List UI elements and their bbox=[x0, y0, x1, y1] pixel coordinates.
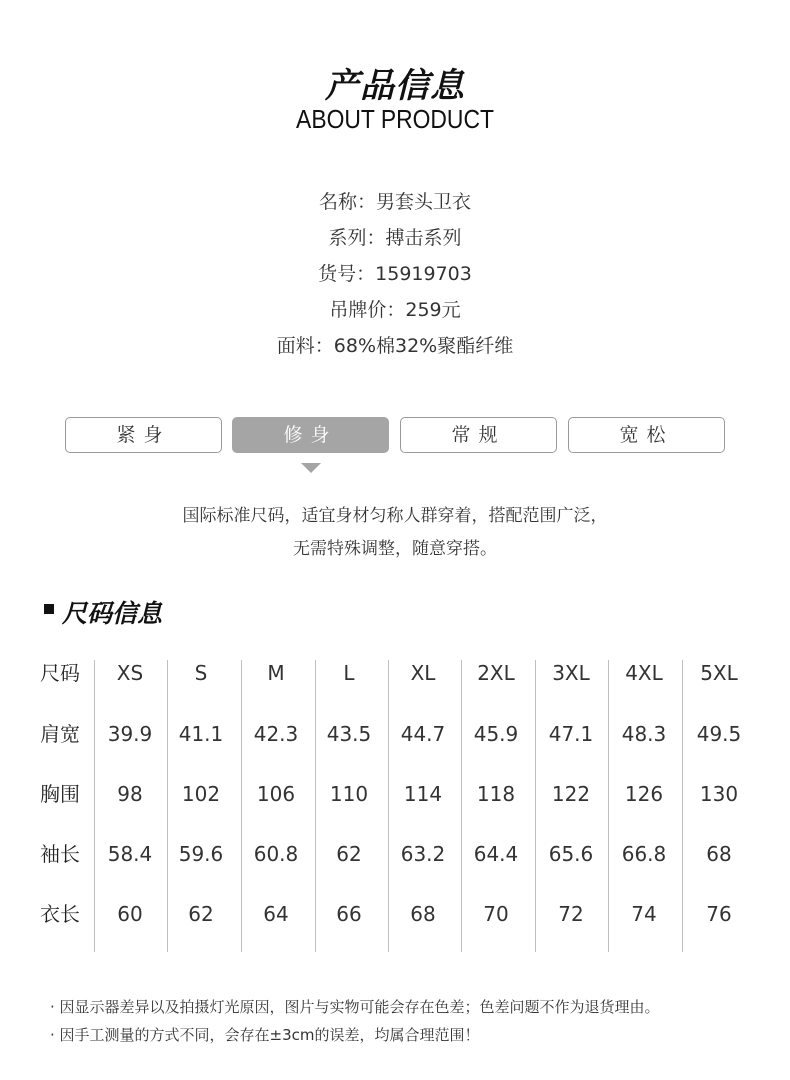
table-cell: 70 bbox=[483, 902, 509, 926]
table-row-label: 袖长 bbox=[40, 842, 80, 866]
table-cell: 62 bbox=[336, 842, 362, 866]
table-cell: 63.2 bbox=[400, 842, 446, 866]
tab-loose[interactable]: 宽松 bbox=[568, 417, 725, 453]
table-cell: 122 bbox=[551, 782, 591, 806]
table-cell: 41.1 bbox=[178, 722, 224, 746]
table-cell: 47.1 bbox=[548, 722, 594, 746]
table-cell: 76 bbox=[706, 902, 732, 926]
table-cell: 66.8 bbox=[621, 842, 667, 866]
tab-regular[interactable]: 常规 bbox=[400, 417, 557, 453]
table-cell: 64.4 bbox=[473, 842, 519, 866]
table-cell: 60.8 bbox=[253, 842, 299, 866]
table-header-cell: XL bbox=[410, 661, 436, 685]
table-cell: 43.5 bbox=[326, 722, 372, 746]
size-table bbox=[36, 644, 756, 936]
table-cell: 65.6 bbox=[548, 842, 594, 866]
table-cell: 106 bbox=[256, 782, 296, 806]
fit-tabs bbox=[65, 417, 725, 453]
selected-tab-caret-icon bbox=[301, 463, 321, 473]
page-subtitle: ABOUT PRODUCT bbox=[296, 104, 494, 134]
table-cell: 48.3 bbox=[621, 722, 667, 746]
table-cell: 130 bbox=[699, 782, 739, 806]
table-cell: 102 bbox=[181, 782, 221, 806]
table-cell: 118 bbox=[476, 782, 516, 806]
note-line: · 因手工测量的方式不同，会存在±3cm的误差，均属合理范围！ bbox=[50, 1026, 480, 1044]
table-cell: 98 bbox=[117, 782, 143, 806]
table-header-cell: 4XL bbox=[625, 661, 663, 685]
table-cell: 60 bbox=[117, 902, 143, 926]
table-cell: 62 bbox=[188, 902, 214, 926]
table-row-label: 衣长 bbox=[40, 902, 80, 926]
table-header-cell: 3XL bbox=[552, 661, 590, 685]
table-cell: 68 bbox=[410, 902, 436, 926]
table-header-cell: S bbox=[194, 661, 208, 685]
info-name: 名称：男套头卫衣 bbox=[318, 191, 471, 213]
table-header-cell: XS bbox=[116, 661, 144, 685]
table-cell: 45.9 bbox=[473, 722, 519, 746]
table-row bbox=[36, 705, 756, 765]
table-cell: 39.9 bbox=[107, 722, 153, 746]
table-cell: 44.7 bbox=[400, 722, 446, 746]
fit-description bbox=[0, 500, 790, 566]
table-cell: 58.4 bbox=[107, 842, 153, 866]
notes bbox=[50, 993, 770, 1049]
table-cell: 42.3 bbox=[253, 722, 299, 746]
size-section-title: 尺码信息 bbox=[62, 599, 163, 628]
note-line: · 因显示器差异以及拍摄灯光原因，图片与实物可能会存在色差；色差问题不作为退货理由。 bbox=[50, 998, 660, 1016]
info-series: 系列：搏击系列 bbox=[328, 227, 462, 249]
table-cell: 114 bbox=[403, 782, 443, 806]
table-row-label: 胸围 bbox=[40, 782, 80, 806]
table-header-cell: L bbox=[343, 661, 355, 685]
table-row bbox=[36, 885, 756, 945]
square-bullet-icon bbox=[44, 604, 54, 614]
table-cell: 74 bbox=[631, 902, 657, 926]
table-row bbox=[36, 765, 756, 825]
product-info bbox=[0, 184, 790, 364]
table-cell: 59.6 bbox=[178, 842, 224, 866]
table-header-row bbox=[36, 644, 756, 704]
table-cell: 49.5 bbox=[696, 722, 742, 746]
fit-description-line: 无需特殊调整，随意穿搭。 bbox=[293, 539, 497, 559]
table-row-label: 肩宽 bbox=[40, 722, 80, 746]
table-header-cell: 5XL bbox=[700, 661, 738, 685]
table-header-cell: M bbox=[267, 661, 285, 685]
page-title: 产品信息 bbox=[325, 66, 465, 106]
fit-description-line: 国际标准尺码，适宜身材匀称人群穿着，搭配范围广泛， bbox=[182, 506, 608, 526]
table-cell: 66 bbox=[336, 902, 362, 926]
info-price: 吊牌价：259元 bbox=[329, 299, 461, 321]
info-fabric: 面料：68%棉32%聚酯纤维 bbox=[276, 335, 514, 357]
table-cell: 110 bbox=[329, 782, 369, 806]
table-row bbox=[36, 825, 756, 885]
table-header-cell: 2XL bbox=[477, 661, 515, 685]
table-header-label: 尺码 bbox=[40, 661, 80, 685]
table-cell: 126 bbox=[624, 782, 664, 806]
info-sku: 货号：15919703 bbox=[318, 263, 472, 285]
table-cell: 72 bbox=[558, 902, 584, 926]
table-cell: 64 bbox=[263, 902, 289, 926]
tab-slim[interactable]: 修身 bbox=[232, 417, 389, 453]
tab-tight[interactable]: 紧身 bbox=[65, 417, 222, 453]
table-cell: 68 bbox=[706, 842, 732, 866]
